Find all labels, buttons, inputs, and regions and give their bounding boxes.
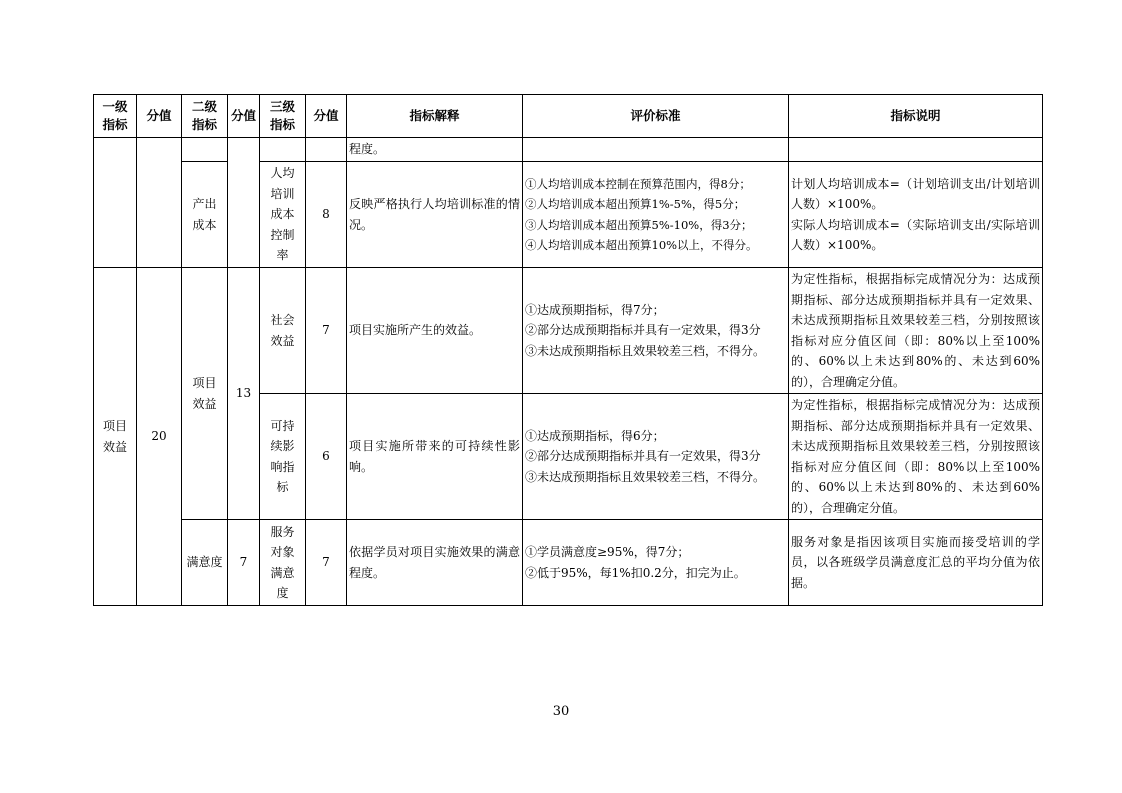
benefit-lvl1: 项目效益 xyxy=(94,268,137,606)
satisfaction-score3: 7 xyxy=(306,520,347,606)
criteria-line: ③未达成预期指标且效果较差三档，不得分。 xyxy=(525,469,766,484)
header-score3: 分值 xyxy=(306,95,347,138)
score1-cell-empty xyxy=(137,138,182,268)
benefit-score1: 20 xyxy=(137,268,182,606)
header-score2: 分值 xyxy=(228,95,260,138)
page-number: 30 xyxy=(552,704,570,719)
score3-cell-empty xyxy=(306,138,347,162)
lvl1-cell-empty xyxy=(94,138,137,268)
social-score3: 7 xyxy=(306,268,347,394)
criteria-line: ①学员满意度≥95%，得7分； xyxy=(525,545,690,559)
criteria-line: ②低于95%，每1%扣0.2分，扣完为止。 xyxy=(525,565,746,580)
header-note: 指标说明 xyxy=(789,95,1043,138)
criteria-line: ②人均培训成本超出预算1%-5%，得5分； xyxy=(525,197,746,211)
header-explain: 指标解释 xyxy=(347,95,523,138)
criteria-cell-empty xyxy=(523,138,789,162)
explain-cont: 程度。 xyxy=(347,138,523,162)
note-cell-empty xyxy=(789,138,1043,162)
social-lvl3: 社会效益 xyxy=(260,268,306,394)
criteria-line: ③未达成预期指标且效果较差三档，不得分。 xyxy=(525,343,766,358)
satisfaction-lvl3: 服务对象满意度 xyxy=(260,520,306,606)
criteria-line: ①达成预期指标，得6分； xyxy=(525,428,665,443)
sustain-lvl3: 可持续影响指标 xyxy=(260,394,306,520)
note-line: 实际人均培训成本=（实际培训支出/实际培训人数）×100%。 xyxy=(791,217,1040,252)
header-row xyxy=(94,95,1043,138)
header-score1: 分值 xyxy=(137,95,182,138)
cost-lvl3: 人均培训成本控制率 xyxy=(260,162,306,268)
satisfaction-explain: 依据学员对项目实施效果的满意程度。 xyxy=(347,520,523,606)
criteria-line: ③人均培训成本超出预算5%-10%，得3分； xyxy=(525,217,753,232)
benefit-lvl2: 项目效益 xyxy=(182,268,228,520)
criteria-line: ④人均培训成本超出预算10%以上，不得分。 xyxy=(525,238,758,252)
sustain-score3: 6 xyxy=(306,394,347,520)
table-row xyxy=(94,268,1043,394)
satisfaction-score2: 7 xyxy=(228,520,260,606)
evaluation-table xyxy=(93,94,1043,606)
note-line: 计划人均培训成本=（计划培训支出/计划培训人数）×100%。 xyxy=(791,176,1040,211)
satisfaction-note: 服务对象是指因该项目实施而接受培训的学员，以各班级学员满意度汇总的平均分值为依据。 xyxy=(789,520,1043,606)
lvl3-cell-empty xyxy=(260,138,306,162)
satisfaction-lvl2: 满意度 xyxy=(182,520,228,606)
criteria-line: ②部分达成预期指标并具有一定效果，得3分 xyxy=(525,449,761,464)
header-criteria: 评价标准 xyxy=(523,95,789,138)
table-row xyxy=(94,520,1043,606)
sustain-explain: 项目实施所带来的可持续性影响。 xyxy=(347,394,523,520)
criteria-line: ①人均培训成本控制在预算范围内，得8分； xyxy=(525,176,751,191)
cost-lvl2: 产出成本 xyxy=(182,162,228,268)
score2-cell-empty xyxy=(228,138,260,268)
satisfaction-criteria xyxy=(523,520,789,606)
table-row xyxy=(94,138,1043,162)
lvl2-cell-empty xyxy=(182,138,228,162)
criteria-line: ②部分达成预期指标并具有一定效果，得3分 xyxy=(525,323,761,338)
header-lvl3: 三级指标 xyxy=(260,95,306,138)
cost-explain: 反映严格执行人均培训标准的情况。 xyxy=(347,162,523,268)
benefit-score2: 13 xyxy=(228,268,260,520)
sustain-criteria xyxy=(523,394,789,520)
social-criteria xyxy=(523,268,789,394)
sustain-note: 为定性指标，根据指标完成情况分为：达成预期指标、部分达成预期指标并具有一定效果、未达成预期指标且效果较差三档，分别按照该指标对应分值区间（即：80%以上至100%的、60%以上未达到80%的、未达到60%的），合理确定分值。 xyxy=(789,394,1043,520)
cost-note xyxy=(789,162,1043,268)
social-note: 为定性指标，根据指标完成情况分为：达成预期指标、部分达成预期指标并具有一定效果、未达成预期指标且效果较差三档，分别按照该指标对应分值区间（即：80%以上至100%的、60%以上未达到80%的、未达到60%的），合理确定分值。 xyxy=(789,268,1043,394)
header-lvl2: 二级指标 xyxy=(182,95,228,138)
cost-score3: 8 xyxy=(306,162,347,268)
cost-criteria xyxy=(523,162,789,268)
header-lvl1: 一级指标 xyxy=(94,95,137,138)
criteria-line: ①达成预期指标，得7分； xyxy=(525,302,665,317)
social-explain: 项目实施所产生的效益。 xyxy=(347,268,523,394)
